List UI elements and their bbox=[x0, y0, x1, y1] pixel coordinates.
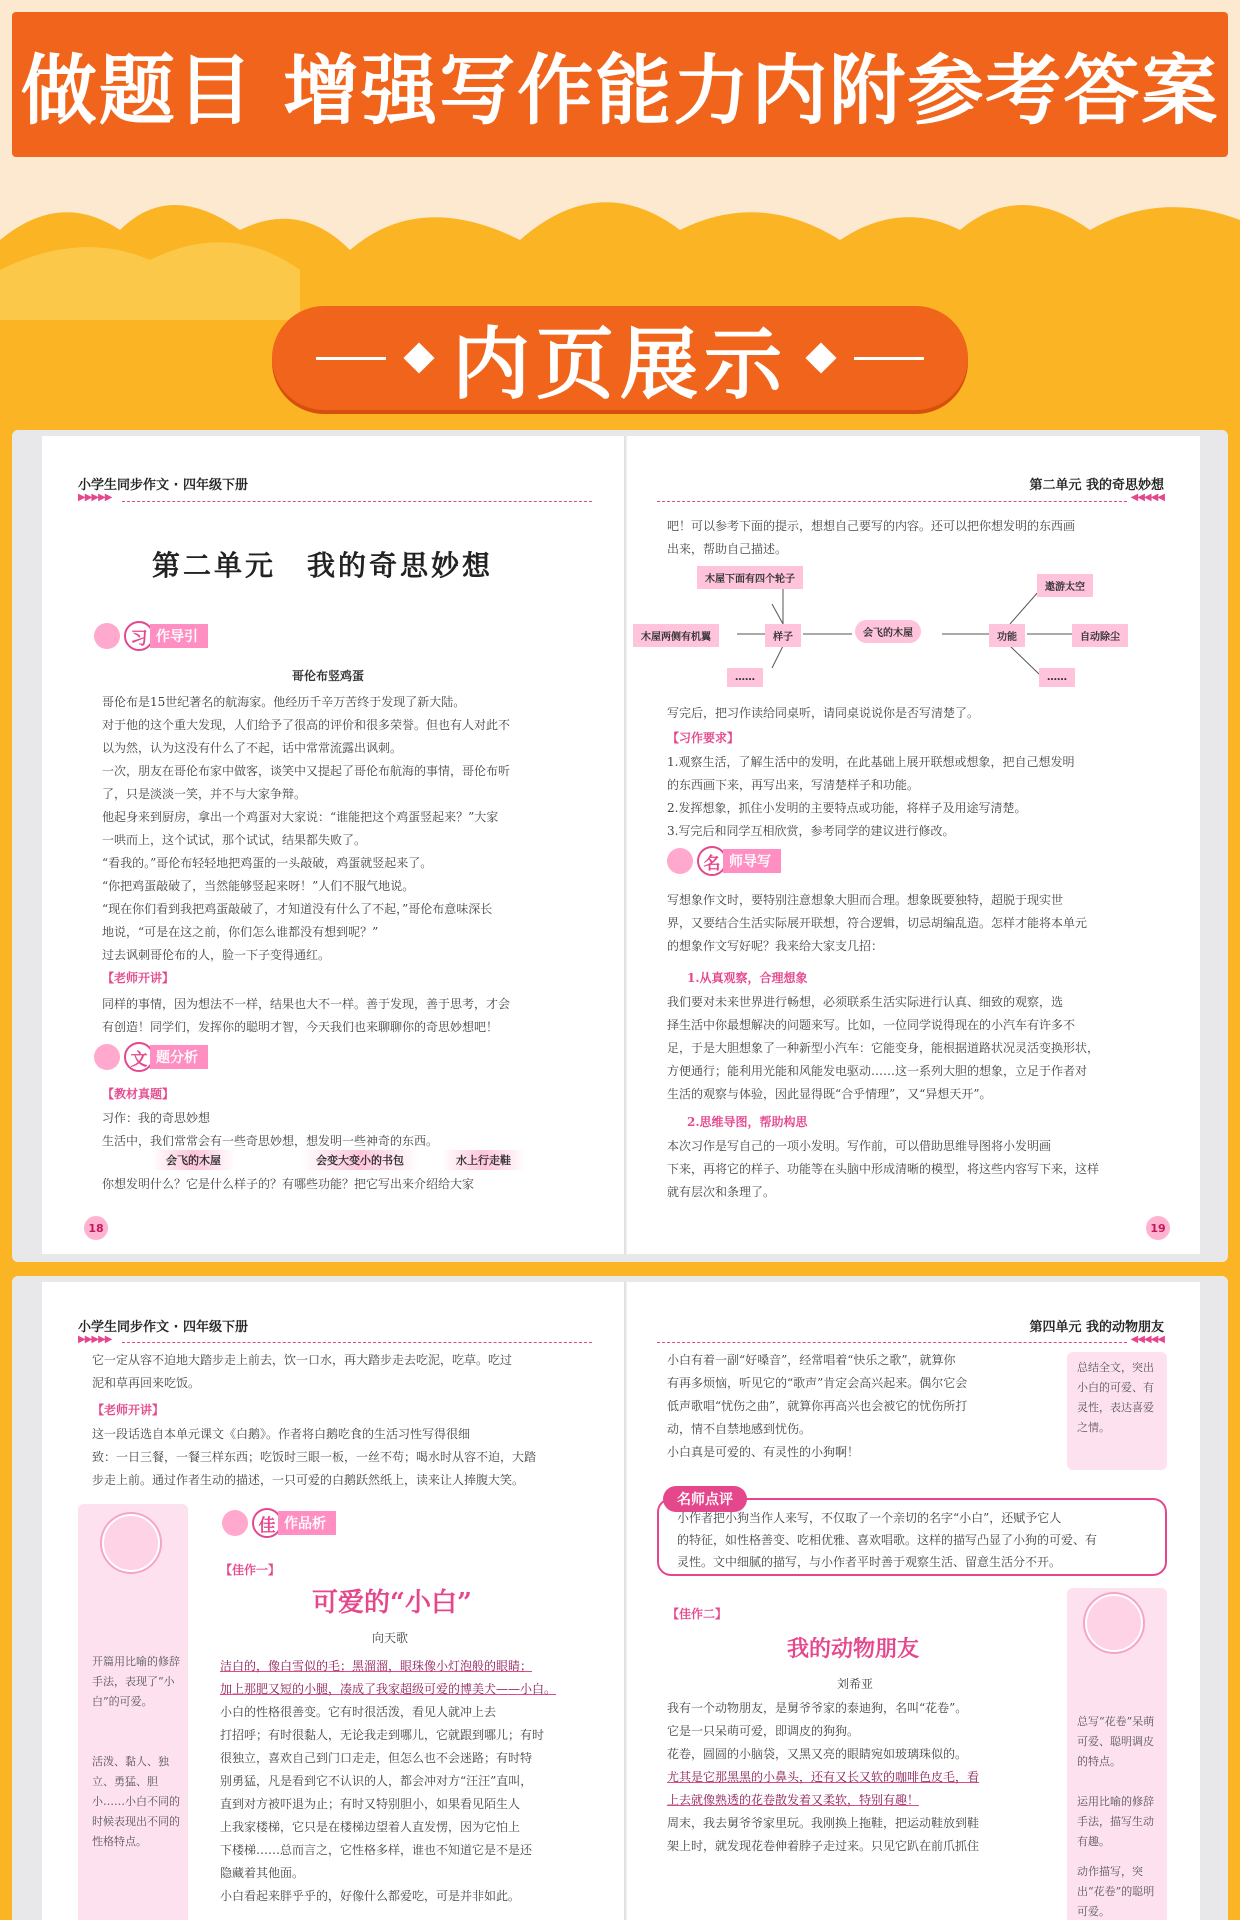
section-tag-topic-analysis: 文 题分析 bbox=[94, 1042, 208, 1072]
text-line: 了，只是淡淡一笑，并不与大家争辩。 bbox=[102, 787, 307, 801]
running-header: 第四单元 我的动物朋友 bbox=[1029, 1320, 1164, 1335]
side-note: 动作描写，突出“花卷”的聪明可爱。 bbox=[1077, 1865, 1155, 1918]
running-header: 小学生同步作文 · 四年级下册 bbox=[78, 478, 248, 493]
side-note: 总结全文，突出小白的可爱、有灵性，表达喜爱之情。 bbox=[1077, 1361, 1154, 1434]
text-line: 出来，帮助自己描述。 bbox=[667, 542, 788, 556]
work1-title: 可爱的“小白” bbox=[312, 1588, 472, 1618]
running-header: 小学生同步作文 · 四年级下册 bbox=[78, 1320, 248, 1335]
text-line: “你把鸡蛋敲破了，当然能够竖起来呀！”人们不服气地说。 bbox=[102, 879, 415, 893]
text-line: 洁白的，像白雪似的毛；黑溜溜，眼珠像小灯泡般的眼睛； bbox=[220, 1659, 533, 1673]
text-line: 隐藏着其他面。 bbox=[220, 1866, 305, 1880]
text-line: 低声歌唱“忧伤之曲”，就算你再高兴也会被它的忧伤所打 bbox=[667, 1399, 968, 1413]
left-page bbox=[42, 1282, 627, 1920]
textbook-label: 【教材真题】 bbox=[102, 1087, 175, 1101]
banner-band bbox=[12, 12, 1228, 157]
text-line: 习作：我的奇思妙想 bbox=[102, 1111, 211, 1125]
mindmap-branch: 样子 bbox=[765, 624, 801, 647]
text-line: 小白真是可爱的、有灵性的小狗啊！ bbox=[667, 1445, 860, 1459]
review-tag: 名师点评 bbox=[663, 1486, 747, 1512]
text-line: 架上时，就发现花卷伸着脖子走过来。只见它趴在前爪抓住 bbox=[667, 1839, 980, 1853]
page-number: 18 bbox=[84, 1216, 108, 1240]
text-line: 有再多烦恼，听见它的“歌声”肯定会高兴起来。偶尔它会 bbox=[667, 1376, 968, 1390]
text-line: 泥和草再回来吃饭。 bbox=[92, 1376, 201, 1390]
example-chip: 会变大变小的书包 bbox=[302, 1150, 418, 1170]
page-number: 19 bbox=[1146, 1216, 1170, 1240]
top-banner bbox=[0, 0, 1240, 180]
requirements-label: 【习作要求】 bbox=[667, 731, 740, 745]
text-line: 花卷，圆圆的小脑袋，又黑又亮的眼睛宛如玻璃珠似的。 bbox=[667, 1747, 968, 1761]
arrow-decoration: ▶▶▶▶▶ bbox=[78, 492, 112, 503]
arrow-decoration: ◀◀◀◀◀ bbox=[1130, 1334, 1164, 1345]
work1-label: 【佳作一】 bbox=[220, 1563, 281, 1577]
running-header: 第二单元 我的奇思妙想 bbox=[1029, 478, 1164, 493]
header-rule bbox=[122, 1342, 592, 1343]
side-note: 活泼、黏人、独立、勇猛、胆小……小白不同的时候表现出不同的性格特点。 bbox=[92, 1755, 180, 1848]
section-tag-practice-guide: 习 作导引 bbox=[94, 621, 208, 651]
text-line: 小白有着一副“好嗓音”，经常唱着“快乐之歌”，就算你 bbox=[667, 1353, 956, 1367]
text-line: 生活的观察与体验，因此显得既“合乎情理”，又“异想天开”。 bbox=[667, 1087, 992, 1101]
right-page bbox=[627, 1282, 1200, 1920]
mascot-icon bbox=[94, 623, 120, 649]
text-line: 动，情不自禁地感到忧伤。 bbox=[667, 1422, 812, 1436]
tip1-title: 1.从真观察，合理想象 bbox=[687, 971, 808, 985]
text-line: 过去讽刺哥伦布的人，脸一下子变得通红。 bbox=[102, 948, 331, 962]
text-line: 的特征，如性格善变、吃相优雅、喜欢唱歌。这样的描写凸显了小狗的可爱、有 bbox=[677, 1533, 1098, 1547]
mindmap-branch: 功能 bbox=[989, 624, 1025, 647]
section-title: 内页展示 bbox=[451, 320, 788, 410]
text-line: 很独立，喜欢自己到门口走走，但怎么也不会迷路；有时特 bbox=[220, 1751, 533, 1765]
arrow-decoration: ▶▶▶▶▶ bbox=[78, 1334, 112, 1345]
text-line: 小作者把小狗当作人来写，不仅取了一个亲切的名字“小白”，还赋予它人 bbox=[677, 1511, 1062, 1525]
mindmap-center: 会飞的木屋 bbox=[855, 620, 921, 643]
text-line: 足，于是大胆想象了一种新型小汽车：它能变身，能根据道路状况灵活变换形状， bbox=[667, 1041, 1100, 1055]
mindmap-node: 木屋两侧有机翼 bbox=[633, 624, 719, 647]
work1-author: 向天歌 bbox=[372, 1631, 409, 1645]
text-line: 周末，我去舅爷爷家里玩。我刚换上拖鞋，把运动鞋放到鞋 bbox=[667, 1816, 980, 1830]
diamond-icon bbox=[403, 342, 434, 373]
work2-title: 我的动物朋友 bbox=[787, 1636, 920, 1662]
text-line: 它是一只呆萌可爱，即调皮的狗狗。 bbox=[667, 1724, 860, 1738]
text-line: 上我家楼梯，它只是在楼梯边望着人直发愣，因为它怕上 bbox=[220, 1820, 521, 1834]
text-line: 我们要对未来世界进行畅想，必须联系生活实际进行认真、细致的观察，选 bbox=[667, 995, 1064, 1009]
text-line: 方便通行；能利用光能和风能发电驱动……这一系列大胆的想象，立足于作者对 bbox=[667, 1064, 1088, 1078]
mascot-avatar bbox=[102, 1514, 160, 1572]
story-title: 哥伦布竖鸡蛋 bbox=[292, 669, 365, 683]
text-line: 吧！可以参考下面的提示，想想自己要写的内容。还可以把你想发明的东西画 bbox=[667, 519, 1076, 533]
text-line: 对于他的这个重大发现，人们给予了很高的评价和很多荣誉。但也有人对此不 bbox=[102, 718, 511, 732]
left-last-line: 你想发明什么？它是什么样子的？有哪些功能？把它写出来介绍给大家 bbox=[102, 1177, 475, 1191]
mascot-icon bbox=[667, 848, 693, 874]
text-line: 小白的性格很善变。它有时很活泼，看见人就冲上去 bbox=[220, 1705, 497, 1719]
mascot-avatar bbox=[1085, 1594, 1143, 1652]
text-line: 他起身来到厨房，拿出一个鸡蛋对大家说：“谁能把这个鸡蛋竖起来？”大家 bbox=[102, 810, 499, 824]
section-tag-teacher-guide: 名 师导写 bbox=[667, 846, 781, 876]
text-line: 的东西画下来，再写出来，写清楚样子和功能。 bbox=[667, 778, 920, 792]
right-page bbox=[627, 436, 1200, 1254]
work2-label: 【佳作二】 bbox=[667, 1607, 728, 1621]
text-line: 地说，“可是在这之前，你们怎么谁都没有想到呢？” bbox=[102, 925, 379, 939]
text-line: “现在你们看到我把鸡蛋敲破了，才知道没有什么了不起，”哥伦布意味深长 bbox=[102, 902, 493, 916]
text-line: 下来，再将它的样子、功能等在头脑中形成清晰的模型，将这些内容写下来，这样 bbox=[667, 1162, 1100, 1176]
text-line: 有创造！同学们，发挥你的聪明才智，今天我们也来聊聊你的奇思妙想吧！ bbox=[102, 1020, 499, 1034]
text-line: 择生活中你最想解决的问题来写。比如，一位同学说得现在的小汽车有许多不 bbox=[667, 1018, 1076, 1032]
book-spread-2 bbox=[12, 1276, 1228, 1920]
side-note: 总写“花卷”呆萌可爱、聪明调皮的特点。 bbox=[1077, 1715, 1155, 1768]
diamond-icon bbox=[805, 342, 836, 373]
side-note: 开篇用比喻的修辞手法，表现了“小白”的可爱。 bbox=[92, 1655, 180, 1708]
text-line: “看我的。”哥伦布轻轻地把鸡蛋的一头敲破，鸡蛋就竖起来了。 bbox=[102, 856, 433, 870]
text-line: 我有一个动物朋友，是舅爷爷家的泰迪狗，名叫“花卷”。 bbox=[667, 1701, 968, 1715]
header-rule bbox=[122, 501, 592, 502]
text-line: 小白看起来胖乎乎的，好像什么都爱吃，可是并非如此。 bbox=[220, 1889, 521, 1903]
text-line: 一哄而上，这个试试，那个试试，结果都失败了。 bbox=[102, 833, 367, 847]
text-line: 就有层次和条理了。 bbox=[667, 1185, 776, 1199]
text-line: 致：一日三餐，一餐三样东西；吃饭时三眼一板，一丝不苟；喝水时从容不迫，大踏 bbox=[92, 1450, 537, 1464]
text-line: 1.观察生活，了解生活中的发明，在此基础上展开联想或想象，把自己想发明 bbox=[667, 755, 1075, 769]
chapter-title: 第二单元 我的奇思妙想 bbox=[152, 549, 494, 582]
text-line: 本次习作是写自己的一项小发明。写作前，可以借助思维导图将小发明画 bbox=[667, 1139, 1052, 1153]
tip2-title: 2.思维导图，帮助构思 bbox=[687, 1115, 808, 1129]
cloud-wave-decoration bbox=[0, 160, 1240, 320]
right-mid-line: 写完后，把习作读给同桌听，请同桌说说你是否写清楚了。 bbox=[667, 706, 980, 720]
mindmap-node: 遨游太空 bbox=[1037, 574, 1093, 597]
left-page bbox=[42, 436, 627, 1254]
example-chip: 水上行走鞋 bbox=[442, 1150, 525, 1170]
teacher-label: 【老师开讲】 bbox=[102, 971, 175, 985]
text-line: 3.写完后和同学互相欣赏，参考同学的建议进行修改。 bbox=[667, 824, 955, 838]
text-line: 尤其是它那黑黑的小鼻头，还有又长又软的咖啡色皮毛，看 bbox=[667, 1770, 980, 1784]
work2-author: 刘希亚 bbox=[837, 1677, 874, 1691]
text-line: 哥伦布是15世纪著名的航海家。他经历千辛万苦终于发现了新大陆。 bbox=[102, 695, 466, 709]
teacher-label: 【老师开讲】 bbox=[92, 1403, 165, 1417]
text-line: 同样的事情，因为想法不一样，结果也大不一样。善于发现，善于思考，才会 bbox=[102, 997, 511, 1011]
text-line: 步走上前。通过作者生动的描述，一只可爱的白鹅跃然纸上，读来让人捧腹大笑。 bbox=[92, 1473, 525, 1487]
text-line: 加上那肥又短的小腿，凑成了我家超级可爱的博美犬——小白。 bbox=[220, 1682, 557, 1696]
text-line: 直到对方被吓退为止；有时又特别胆小，如果看见陌生人 bbox=[220, 1797, 521, 1811]
side-note: 运用比喻的修辞手法，描写生动有趣。 bbox=[1077, 1795, 1154, 1848]
section-tag-work-analysis: 佳 作品析 bbox=[222, 1508, 336, 1538]
text-line: 下楼梯……总而言之，它性格多样，谁也不知道它是不是还 bbox=[220, 1843, 533, 1857]
banner-text: 做题目 增强写作能力内附参考答案 bbox=[20, 46, 1220, 135]
arrow-decoration: ◀◀◀◀◀ bbox=[1130, 492, 1164, 503]
text-line: 生活中，我们常常会有一些奇思妙想，想发明一些神奇的东西。 bbox=[102, 1134, 439, 1148]
mascot-icon bbox=[222, 1510, 248, 1536]
text-line: 这一段话选自本单元课文《白鹅》。作者将白鹅吃食的生活习性写得很细 bbox=[92, 1427, 471, 1441]
header-rule bbox=[657, 1342, 1127, 1343]
text-line: 一次，朋友在哥伦布家中做客，谈笑中又提起了哥伦布航海的事情，哥伦布听 bbox=[102, 764, 511, 778]
mindmap-node: …… bbox=[1039, 668, 1075, 687]
text-line: 2.发挥想象，抓住小发明的主要特点或功能，将样子及用途写清楚。 bbox=[667, 801, 1027, 815]
text-line: 界，又要结合生活实际展开联想，符合逻辑，切忌胡编乱造。怎样才能将本单元 bbox=[667, 916, 1088, 930]
example-chip: 会飞的木屋 bbox=[152, 1150, 235, 1170]
text-line: 别勇猛，凡是看到它不认识的人，都会冲对方“汪汪”直叫， bbox=[220, 1774, 533, 1788]
book-spread-1 bbox=[12, 430, 1228, 1262]
text-line: 以为然，认为这没有什么了不起，话中常常流露出讽刺。 bbox=[102, 741, 403, 755]
text-line: 它一定从容不迫地大踏步走上前去，饮一口水，再大踏步走去吃泥，吃草。吃过 bbox=[92, 1353, 513, 1367]
mindmap-node: 自动除尘 bbox=[1072, 624, 1128, 647]
text-line: 的想象作文写好呢？我来给大家支几招： bbox=[667, 939, 884, 953]
mindmap-node: 木屋下面有四个轮子 bbox=[697, 566, 803, 589]
section-title-pill bbox=[272, 306, 968, 410]
text-line: 写想象作文时，要特别注意想象大胆而合理。想象既要独特，超脱于现实世 bbox=[667, 893, 1064, 907]
text-line: 打招呼；有时很黏人，无论我走到哪儿，它就跟到哪儿；有时 bbox=[220, 1728, 545, 1742]
mindmap-node: …… bbox=[727, 668, 763, 687]
text-line: 灵性。文中细腻的描写，与小作者平时善于观察生活、留意生活分不开。 bbox=[677, 1555, 1062, 1569]
mascot-icon bbox=[94, 1044, 120, 1070]
text-line: 上去就像熟透的花卷散发着又柔软，特别有趣！ bbox=[667, 1793, 920, 1807]
